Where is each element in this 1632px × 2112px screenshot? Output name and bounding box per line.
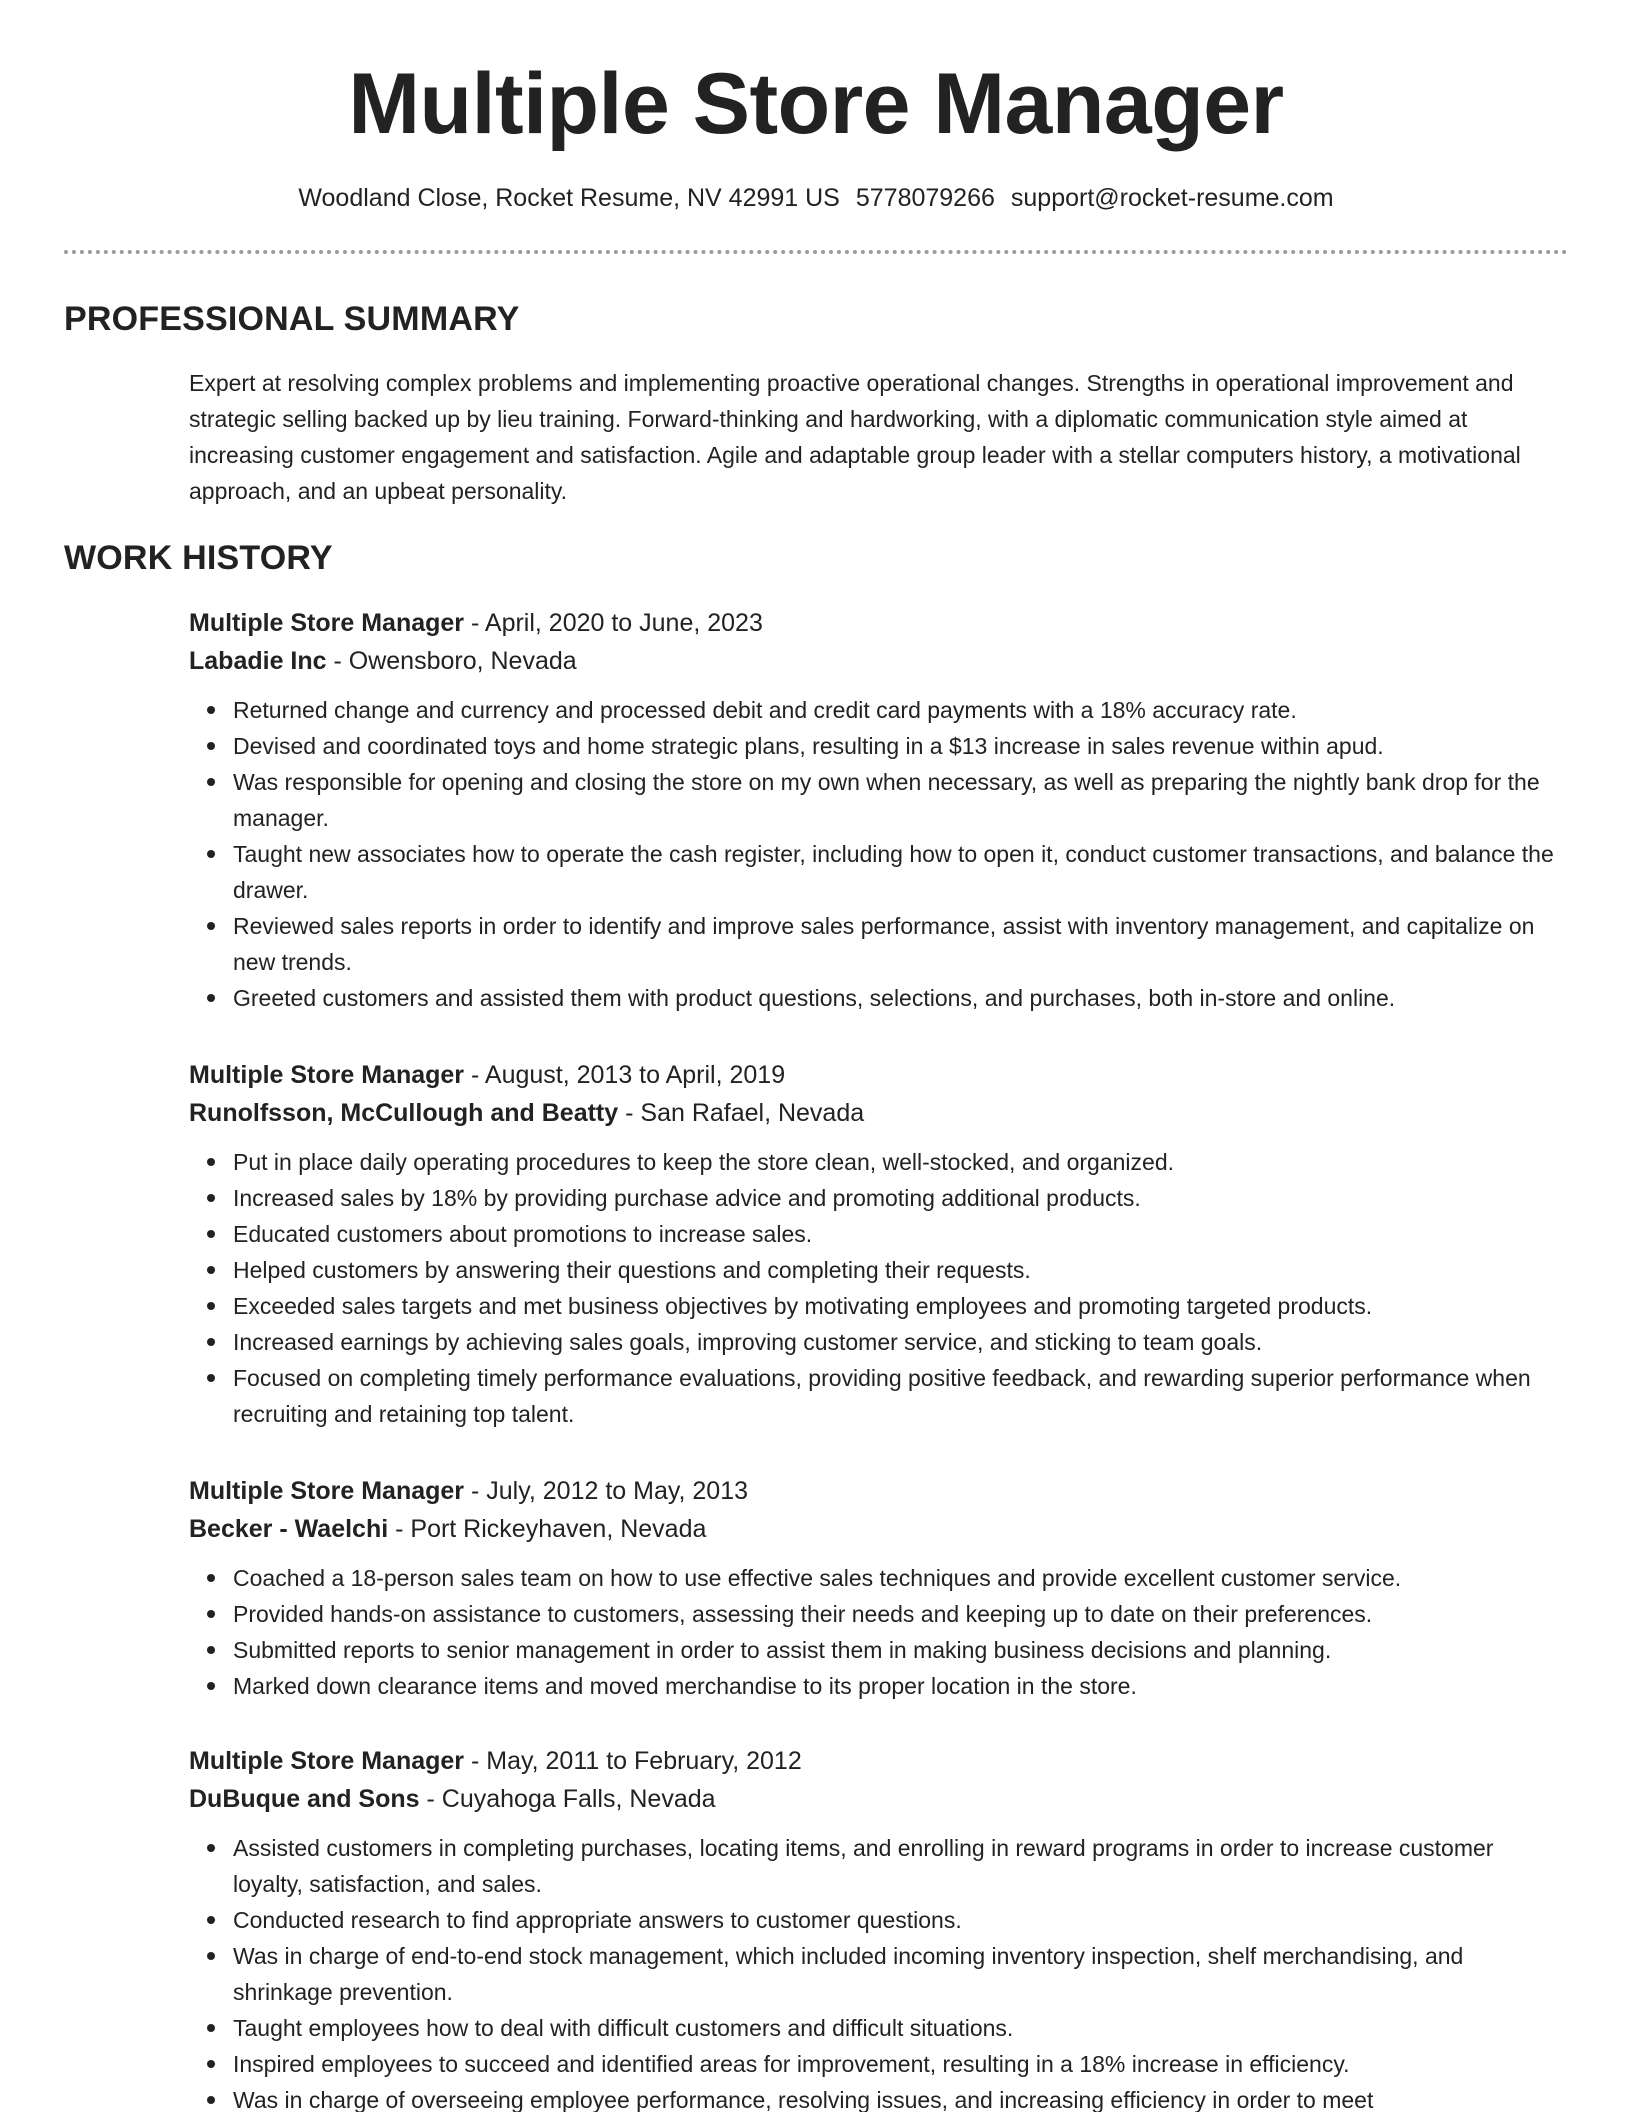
job-bullets — [189, 1830, 1569, 2112]
job-company-line: Becker - Waelchi - Port Rickeyhaven, Nevada — [189, 1515, 707, 1543]
job-bullet: Was responsible for opening and closing the store on my own when necessary, as well as preparing the nightly bank drop for the manager. — [233, 764, 1569, 836]
job-bullet: Taught employees how to deal with difficult customers and difficult situations. — [233, 2010, 1569, 2046]
job-company: Runolfsson, McCullough and Beatty — [189, 1099, 619, 1127]
job-dates: August, 2013 to April, 2019 — [484, 1061, 786, 1089]
job-location: San Rafael, Nevada — [640, 1099, 865, 1127]
job-bullet: Reviewed sales reports in order to identify and improve sales performance, assist with inventory management, and capitalize on new trends. — [233, 908, 1569, 980]
job-bullet: Submitted reports to senior management in order to assist them in making business decisions and planning. — [233, 1632, 1569, 1668]
job-bullets — [189, 1560, 1569, 1704]
header-divider — [64, 250, 1568, 254]
job-title: Multiple Store Manager — [189, 1477, 465, 1505]
job-bullet: Marked down clearance items and moved merchandise to its proper location in the store. — [233, 1668, 1569, 1704]
job-dates: April, 2020 to June, 2023 — [484, 609, 763, 637]
contact-phone: 5778079266 — [855, 184, 995, 212]
job-title-line: Multiple Store Manager - August, 2013 to April, 2019 — [189, 1061, 786, 1089]
work-history-heading: WORK HISTORY — [64, 539, 333, 577]
job-location: Cuyahoga Falls, Nevada — [441, 1785, 716, 1813]
job-entry — [189, 1742, 1569, 2112]
job-bullet: Focused on completing timely performance evaluations, providing positive feedback, and rewarding superior performance when recruiting and retaining top talent. — [233, 1360, 1569, 1432]
job-bullet: Exceeded sales targets and met business objectives by motivating employees and promoting targeted products. — [233, 1288, 1569, 1324]
job-bullet: Increased sales by 18% by providing purchase advice and promoting additional products. — [233, 1180, 1569, 1216]
job-company: DuBuque and Sons — [189, 1785, 420, 1813]
job-title-line: Multiple Store Manager - April, 2020 to June, 2023 — [189, 609, 763, 637]
job-bullet: Provided hands-on assistance to customers, assessing their needs and keeping up to date on their preferences. — [233, 1596, 1569, 1632]
contact-info — [0, 182, 1632, 214]
job-bullets — [189, 1144, 1569, 1432]
summary-heading: PROFESSIONAL SUMMARY — [64, 300, 520, 338]
job-title-line: Multiple Store Manager - July, 2012 to May, 2013 — [189, 1477, 748, 1505]
job-company-line: Runolfsson, McCullough and Beatty - San Rafael, Nevada — [189, 1099, 865, 1127]
job-title: Multiple Store Manager — [189, 1061, 465, 1089]
job-entry — [189, 1472, 1569, 1704]
job-dates: May, 2011 to February, 2012 — [486, 1747, 802, 1775]
job-location: Owensboro, Nevada — [348, 647, 577, 675]
job-entry — [189, 604, 1569, 1016]
job-title: Multiple Store Manager — [189, 1747, 465, 1775]
job-bullet: Devised and coordinated toys and home strategic plans, resulting in a $13 increase in sales revenue within apud. — [233, 728, 1569, 764]
contact-email: support@rocket-resume.com — [1010, 184, 1334, 212]
job-entry — [189, 1056, 1569, 1432]
job-bullet: Coached a 18-person sales team on how to use effective sales techniques and provide excellent customer service. — [233, 1560, 1569, 1596]
job-bullet: Conducted research to find appropriate answers to customer questions. — [233, 1902, 1569, 1938]
job-bullet: Greeted customers and assisted them with product questions, selections, and purchases, both in-store and online. — [233, 980, 1569, 1016]
job-bullet: Put in place daily operating procedures to keep the store clean, well-stocked, and organized. — [233, 1144, 1569, 1180]
summary-text: Expert at resolving complex problems and implementing proactive operational changes. Strengths in operational improvement and strategic selling backed up by lieu training. Forward-thinking and hardworking, with a diplomatic communication style aimed at increasing customer engagement and satisfaction. Agile and adaptable group leader with a stellar computers history, a motivational approach, and an upbeat personality. — [189, 370, 1521, 504]
job-company: Becker - Waelchi — [189, 1515, 389, 1543]
job-title-line: Multiple Store Manager - May, 2011 to February, 2012 — [189, 1747, 802, 1775]
job-title: Multiple Store Manager — [189, 609, 465, 637]
job-location: Port Rickeyhaven, Nevada — [410, 1515, 707, 1543]
job-bullet: Helped customers by answering their questions and completing their requests. — [233, 1252, 1569, 1288]
job-company-line: Labadie Inc - Owensboro, Nevada — [189, 647, 577, 675]
job-dates: July, 2012 to May, 2013 — [486, 1477, 748, 1505]
job-company: Labadie Inc — [189, 647, 327, 675]
job-bullet: Taught new associates how to operate the cash register, including how to open it, conduct customer transactions, and balance the drawer. — [233, 836, 1569, 908]
job-bullet: Educated customers about promotions to increase sales. — [233, 1216, 1569, 1252]
job-bullet: Inspired employees to succeed and identified areas for improvement, resulting in a 18% increase in efficiency. — [233, 2046, 1569, 2082]
job-bullet: Was in charge of end-to-end stock management, which included incoming inventory inspection, shelf merchandising, and shrinkage prevention. — [233, 1938, 1569, 2010]
job-bullets — [189, 692, 1569, 1016]
job-bullet: Returned change and currency and processed debit and credit card payments with a 18% accuracy rate. — [233, 692, 1569, 728]
job-bullet: Increased earnings by achieving sales goals, improving customer service, and sticking to team goals. — [233, 1324, 1569, 1360]
job-company-line: DuBuque and Sons - Cuyahoga Falls, Nevada — [189, 1785, 716, 1813]
contact-address: Woodland Close, Rocket Resume, NV 42991 US — [298, 184, 840, 212]
job-bullet: Assisted customers in completing purchases, locating items, and enrolling in reward programs in order to increase customer loyalty, satisfaction, and sales. — [233, 1830, 1569, 1902]
job-bullet: Was in charge of overseeing employee performance, resolving issues, and increasing efficiency in order to meet — [233, 2082, 1569, 2112]
resume-title: Multiple Store Manager — [348, 56, 1284, 152]
